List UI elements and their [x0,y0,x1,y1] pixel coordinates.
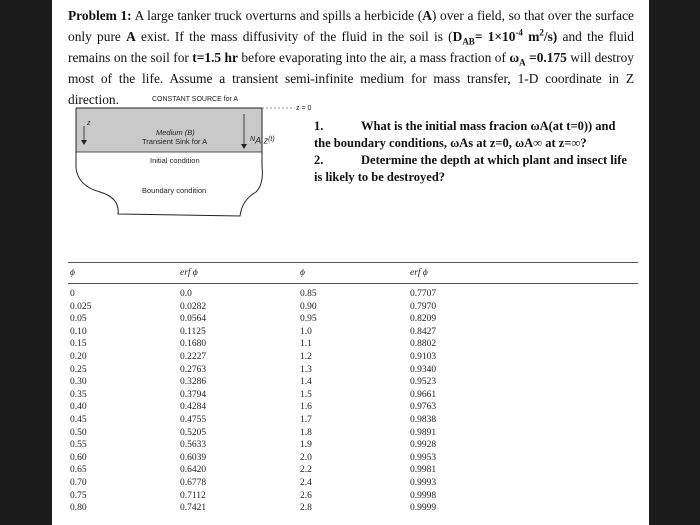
erf-table-body [68,284,638,515]
document-page [52,0,649,525]
flux-symbol: N [250,136,256,143]
erf-cell: 0.6039 [180,452,207,463]
z0-label: z = 0 [296,105,312,112]
erf-cell: 0.1680 [180,339,207,350]
phi-cell: 0.10 [70,326,87,337]
table-row [68,502,638,515]
flux-subscript: A,z [255,135,269,146]
phi-cell: 0.55 [70,440,87,451]
species-a: A [422,8,432,23]
table-row [68,490,638,503]
question-2-text: Determine the depth at which plant and insect life is likely to be destroyed? [314,153,627,184]
erf-cell: 0.9981 [410,465,437,476]
diff-exponent: -4 [515,27,523,38]
problem-text-6: will destroy most of the life. Assume a transient semi-infinite medium for mass transfer, 1-D coordinate in Z direction. [68,50,634,107]
table-row [68,326,638,339]
table-row [68,452,638,465]
phi-cell: 0.90 [300,301,317,312]
phi-cell: 1.6 [300,402,312,413]
erf-cell: 0.7421 [180,503,207,514]
erf-cell: 0.9661 [410,389,437,400]
erf-cell: 0.8209 [410,314,437,325]
phi-cell: 0.15 [70,339,87,350]
phi-cell: 2.0 [300,452,312,463]
question-2-number: 2. [314,153,324,167]
erf-cell: 0.0 [180,289,192,299]
time-value: t=1.5 hr [192,50,238,65]
problem-label: Problem 1: [68,8,132,23]
problem-statement [68,5,634,110]
table-row [68,414,638,427]
table-row [68,376,638,389]
erf-cell: 0.0282 [180,301,207,312]
erf-cell: 0.9998 [410,490,437,501]
diff-symbol: D [452,29,463,44]
erf-cell: 0.9763 [410,402,437,413]
table-row [68,477,638,490]
table-row [68,351,638,364]
phi-cell: 1.5 [300,389,312,400]
z-axis-label: z [87,120,91,127]
erf-cell: 0.6778 [180,477,207,488]
phi-cell: 1.7 [300,414,312,425]
phi-cell: 1.8 [300,427,312,438]
erf-table-header [68,263,638,284]
phi-cell: 0.70 [70,477,87,488]
erf-cell: 0.9103 [410,351,437,362]
phi-cell: 0.50 [70,427,87,438]
erf-cell: 0.2763 [180,364,207,375]
erf-cell: 0.7707 [410,289,437,299]
erf-cell: 0.5205 [180,427,207,438]
figure-title: CONSTANT SOURCE for A [152,96,239,103]
erf-table [68,262,638,515]
header-phi-2: ϕ [300,263,410,284]
sink-label: Transient Sink for A [142,137,208,146]
erf-cell: 0.6420 [180,465,207,476]
problem-text-1: A large tanker truck overturns and spills a herbicide ( [131,8,423,23]
table-row [68,301,638,314]
phi-cell: 0.65 [70,465,87,476]
diff-unit-exponent: 2 [539,27,544,38]
diffusion-figure [70,96,312,226]
phi-cell: 0.95 [300,314,317,325]
erf-cell: 0.9953 [410,452,437,463]
erf-cell: 0.9928 [410,440,437,451]
omega-threshold [509,50,567,68]
erf-cell: 0.9838 [410,414,437,425]
omega-subscript: A [519,57,526,68]
phi-cell: 0.30 [70,377,87,388]
diffusivity [452,27,558,47]
erf-cell: 0.4755 [180,414,207,425]
erf-cell: 0.0564 [180,314,207,325]
erf-cell: 0.3794 [180,389,207,400]
phi-cell: 0.40 [70,402,87,413]
table-row [68,427,638,440]
erf-cell: 0.3286 [180,377,207,388]
erf-cell: 0.8802 [410,339,437,350]
phi-cell: 0.05 [70,314,87,325]
boundary-condition-label: Boundary condition [142,186,207,195]
question-1-number: 1. [314,119,324,133]
phi-cell: 0.75 [70,490,87,501]
erf-cell: 0.9999 [410,503,437,514]
flux-label [250,135,275,146]
initial-condition-label: Initial condition [150,156,200,165]
erf-cell: 0.9523 [410,377,437,388]
phi-cell: 1.9 [300,440,312,451]
diff-value: = 1×10 [474,29,516,44]
question-2 [314,152,634,186]
phi-cell: 2.2 [300,465,312,476]
erf-cell: 0.4284 [180,402,207,413]
phi-cell: 1.0 [300,326,312,337]
omega-symbol: ω [509,50,520,65]
flux-tail: (t) [268,136,275,143]
erf-cell: 0.9340 [410,364,437,375]
phi-cell: 1.3 [300,364,312,375]
table-row [68,389,638,402]
species-a-2: A [126,29,136,44]
erf-cell: 0.7112 [180,490,206,501]
phi-cell: 0.85 [300,289,317,299]
phi-cell: 2.6 [300,490,312,501]
erf-cell: 0.9993 [410,477,437,488]
header-phi-1: ϕ [68,263,180,284]
phi-cell: 0.80 [70,503,87,514]
diff-subscript: AB [462,36,475,47]
header-erf-2: erf ϕ [410,263,638,284]
phi-cell: 0.60 [70,452,87,463]
medium-label: Medium (B) [156,128,195,137]
erf-cell: 0.5633 [180,440,207,451]
question-1-text: What is the initial mass fracion ωA(at t=0)) and the boundary conditions, ωAs at z=0, ωA∞ at z=∞? [314,119,616,150]
problem-text-3: exist. If the mass diffusivity of the fluid in the soil is ( [135,29,453,44]
phi-cell: 1.2 [300,351,312,362]
diff-unit-tail: /s) [543,29,558,44]
erf-cell: 0.1125 [180,326,206,337]
phi-cell: 2.8 [300,503,312,514]
phi-cell: 0 [70,289,75,299]
erf-cell: 0.9891 [410,427,437,438]
phi-cell: 0.35 [70,389,87,400]
table-row [68,313,638,326]
phi-cell: 0.20 [70,351,87,362]
phi-cell: 1.4 [300,377,312,388]
header-erf-1: erf ϕ [180,263,300,284]
questions [314,118,634,186]
table-row [68,401,638,414]
problem-text-4: and the fluid remains on the soil for [68,29,635,65]
table-row [68,338,638,351]
phi-cell: 0.025 [70,301,92,312]
problem-text-5: before evaporating into the air, a mass fraction of [237,50,510,65]
table-row [68,464,638,477]
table-row [68,439,638,452]
erf-cell: 0.8427 [410,326,437,337]
phi-cell: 1.1 [300,339,312,350]
table-row [68,364,638,377]
diff-unit: m [522,29,540,44]
table-row [68,284,638,301]
phi-cell: 0.25 [70,364,87,375]
erf-cell: 0.7970 [410,301,437,312]
phi-cell: 2.4 [300,477,312,488]
problem-text-2: ) over a field, so that over the surface only pure [68,8,634,44]
omega-value: =0.175 [525,50,567,65]
erf-cell: 0.2227 [180,351,207,362]
phi-cell: 0.45 [70,414,87,425]
question-1 [314,118,634,152]
